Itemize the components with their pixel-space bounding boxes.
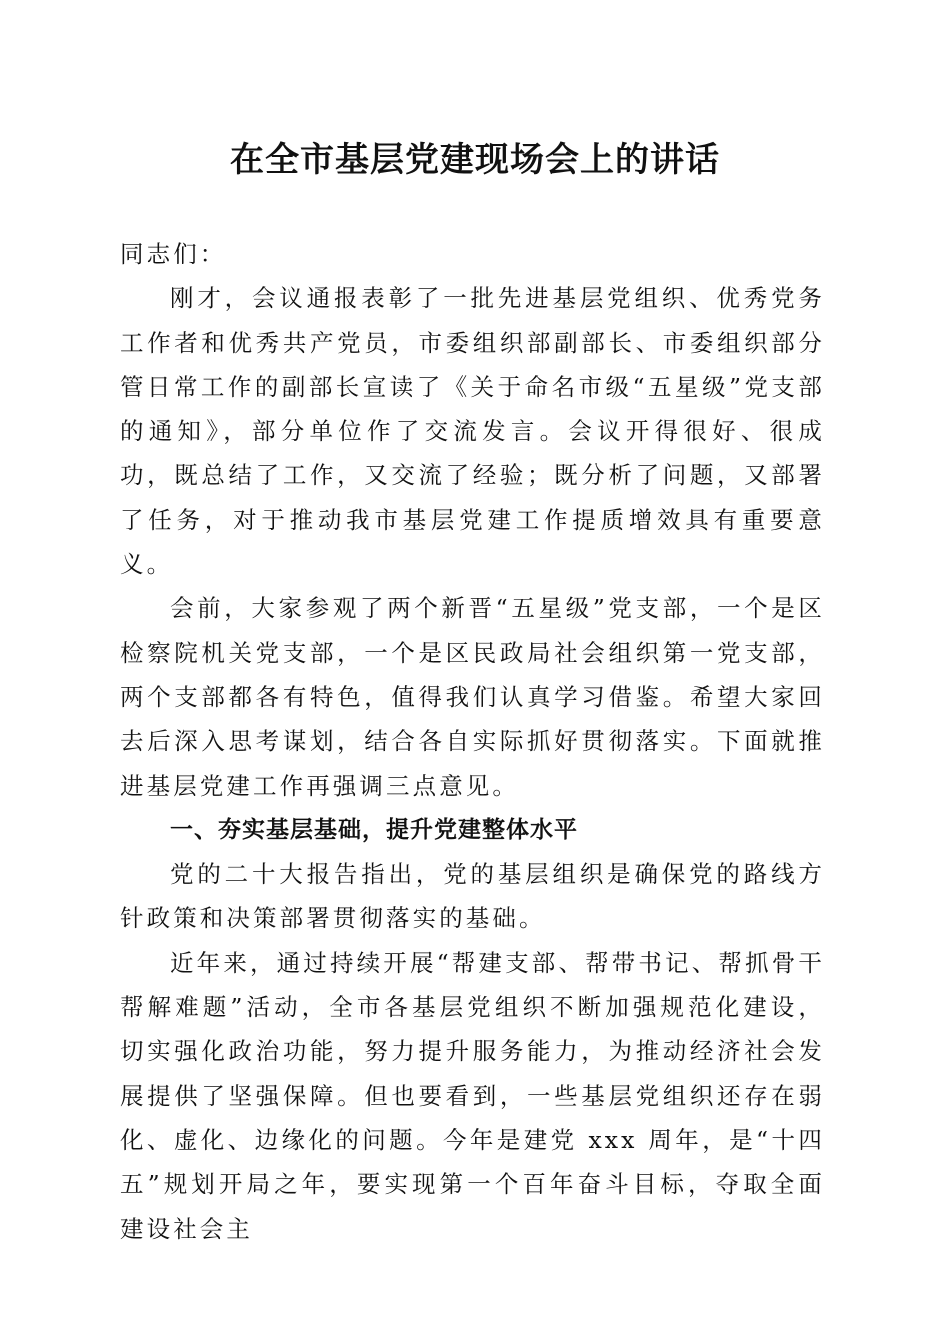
paragraph: 刚才，会议通报表彰了一批先进基层党组织、优秀党务工作者和优秀共产党员，市委组织部副部长、市委组织部分管日常工作的副部长宣读了《关于命名市级“五星级”党支部的通知》，部分单位作了交流发言。会议开得很好、很成功，既总结了工作，又交流了经验；既分析了问题，又部署了任务，对于推动我市基层党建工作提质增效具有重要意义。 bbox=[120, 284, 825, 579]
paragraph: 会前，大家参观了两个新晋“五星级”党支部，一个是区检察院机关党支部，一个是区民政局社会组织第一党支部，两个支部都各有特色，值得我们认真学习借鉴。希望大家回去后深入思考谋划，结合各自实际抓好贯彻落实。下面就推进基层党建工作再强调三点意见。 bbox=[120, 594, 825, 800]
salutation: 同志们： bbox=[120, 240, 227, 268]
paragraph: 近年来，通过持续开展“帮建支部、帮带书记、帮抓骨干帮解难题”活动，全市各基层党组织不断加强规范化建设，切实强化政治功能，努力提升服务能力，为推动经济社会发展提供了坚强保障。但也要看到，一些基层党组织还存在弱化、虚化、边缘化的问题。今年是建党 xxx 周年，是“十四五”规划开局之年，要实现第一个百年奋斗目标，夺取全面建设社会主 bbox=[120, 948, 825, 1243]
paragraph: 党的二十大报告指出，党的基层组织是确保党的路线方针政策和决策部署贯彻落实的基础。 bbox=[120, 860, 825, 933]
document-title: 在全市基层党建现场会上的讲话 bbox=[230, 140, 720, 180]
section-heading: 一、夯实基层基础，提升党建整体水平 bbox=[170, 816, 578, 843]
document-body bbox=[120, 232, 825, 1251]
